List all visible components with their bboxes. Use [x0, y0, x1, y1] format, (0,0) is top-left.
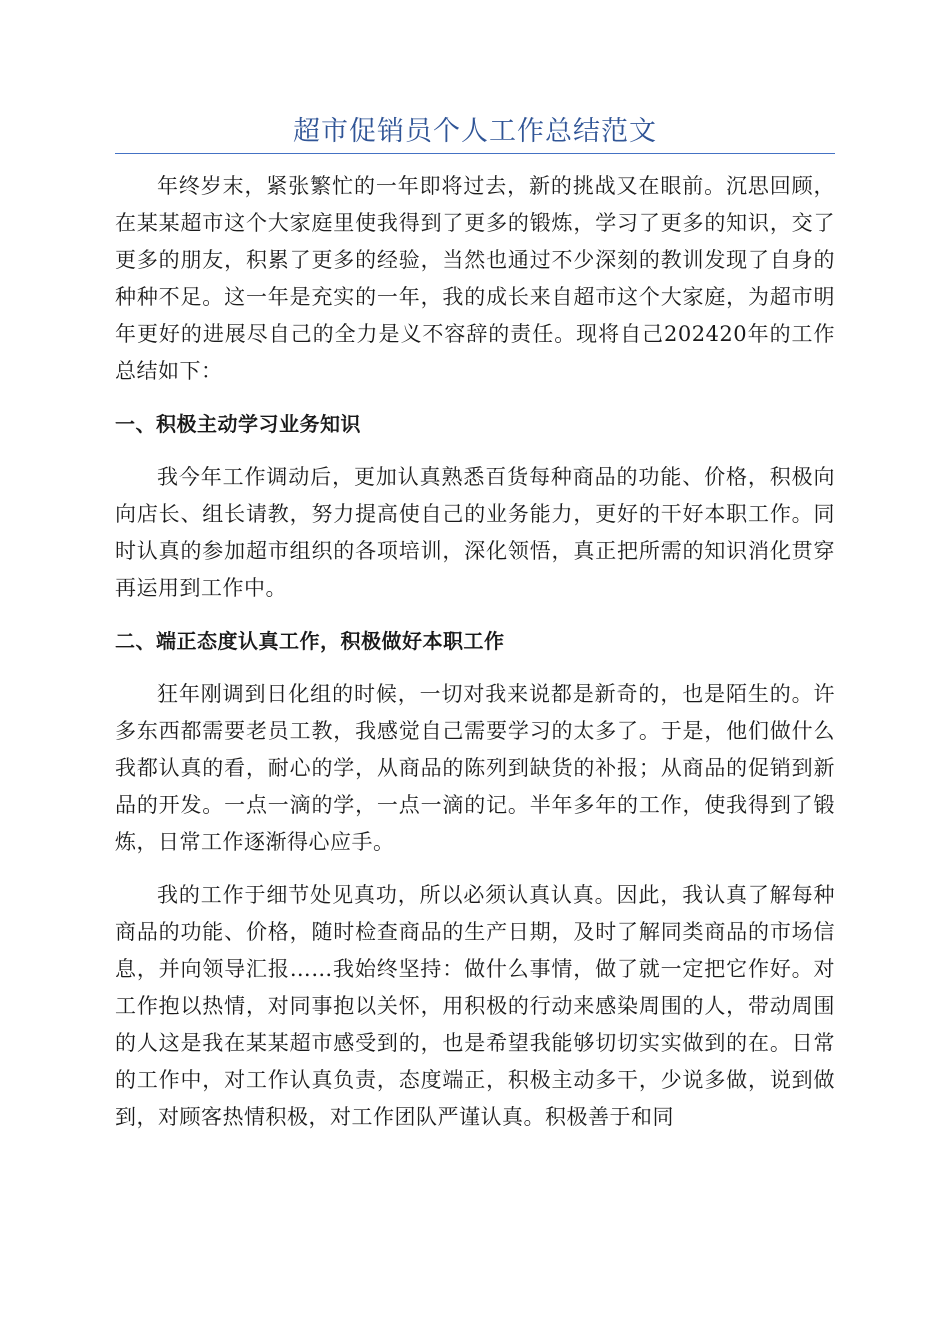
intro-paragraph: 年终岁末，紧张繁忙的一年即将过去，新的挑战又在眼前。沉思回顾，在某某超市这个大家庭里使我得到了更多的锻炼，学习了更多的知识，交了更多的朋友，积累了更多的经验，当然也通过不少深刻的教训发现了自身的种种不足。这一年是充实的一年，我的成长来自超市这个大家庭，为超市明年更好的进展尽自己的全力是义不容辞的责任。现将自己202420年的工作总结如下： [115, 174, 835, 383]
section-2-heading: 二、端正态度认真工作，积极做好本职工作 [115, 629, 505, 653]
title-underline [115, 153, 835, 154]
document-title: 超市促销员个人工作总结范文 [293, 116, 657, 147]
section-2-paragraph-1: 狂年刚调到日化组的时候，一切对我来说都是新奇的，也是陌生的。许多东西都需要老员工教，我感觉自己需要学习的太多了。于是，他们做什么我都认真的看，耐心的学，从商品的陈列到缺货的补报；从商品的促销到新品的开发。一点一滴的学，一点一滴的记。半年多年的工作，使我得到了锻炼，日常工作逐渐得心应手。 [115, 682, 835, 854]
section-1-heading: 一、积极主动学习业务知识 [115, 412, 361, 436]
section-1-paragraph-1: 我今年工作调动后，更加认真熟悉百货每种商品的功能、价格，积极向向店长、组长请教，努力提高使自己的业务能力，更好的干好本职工作。同时认真的参加超市组织的各项培训，深化领悟，真正把所需的知识消化贯穿再运用到工作中。 [115, 465, 835, 600]
section-2-paragraph-2: 我的工作于细节处见真功，所以必须认真认真。因此，我认真了解每种商品的功能、价格，随时检查商品的生产日期，及时了解同类商品的市场信息，并向领导汇报……我始终坚持：做什么事情，做了就一定把它作好。对工作抱以热情，对同事抱以关怀，用积极的行动来感染周围的人，带动周围的人这是我在某某超市感受到的，也是希望我能够切切实实做到的在。日常的工作中，对工作认真负责，态度端正，积极主动多干，少说多做，说到做到，对顾客热情积极，对工作团队严谨认真。积极善于和同 [115, 883, 835, 1129]
document-body [115, 168, 835, 1136]
